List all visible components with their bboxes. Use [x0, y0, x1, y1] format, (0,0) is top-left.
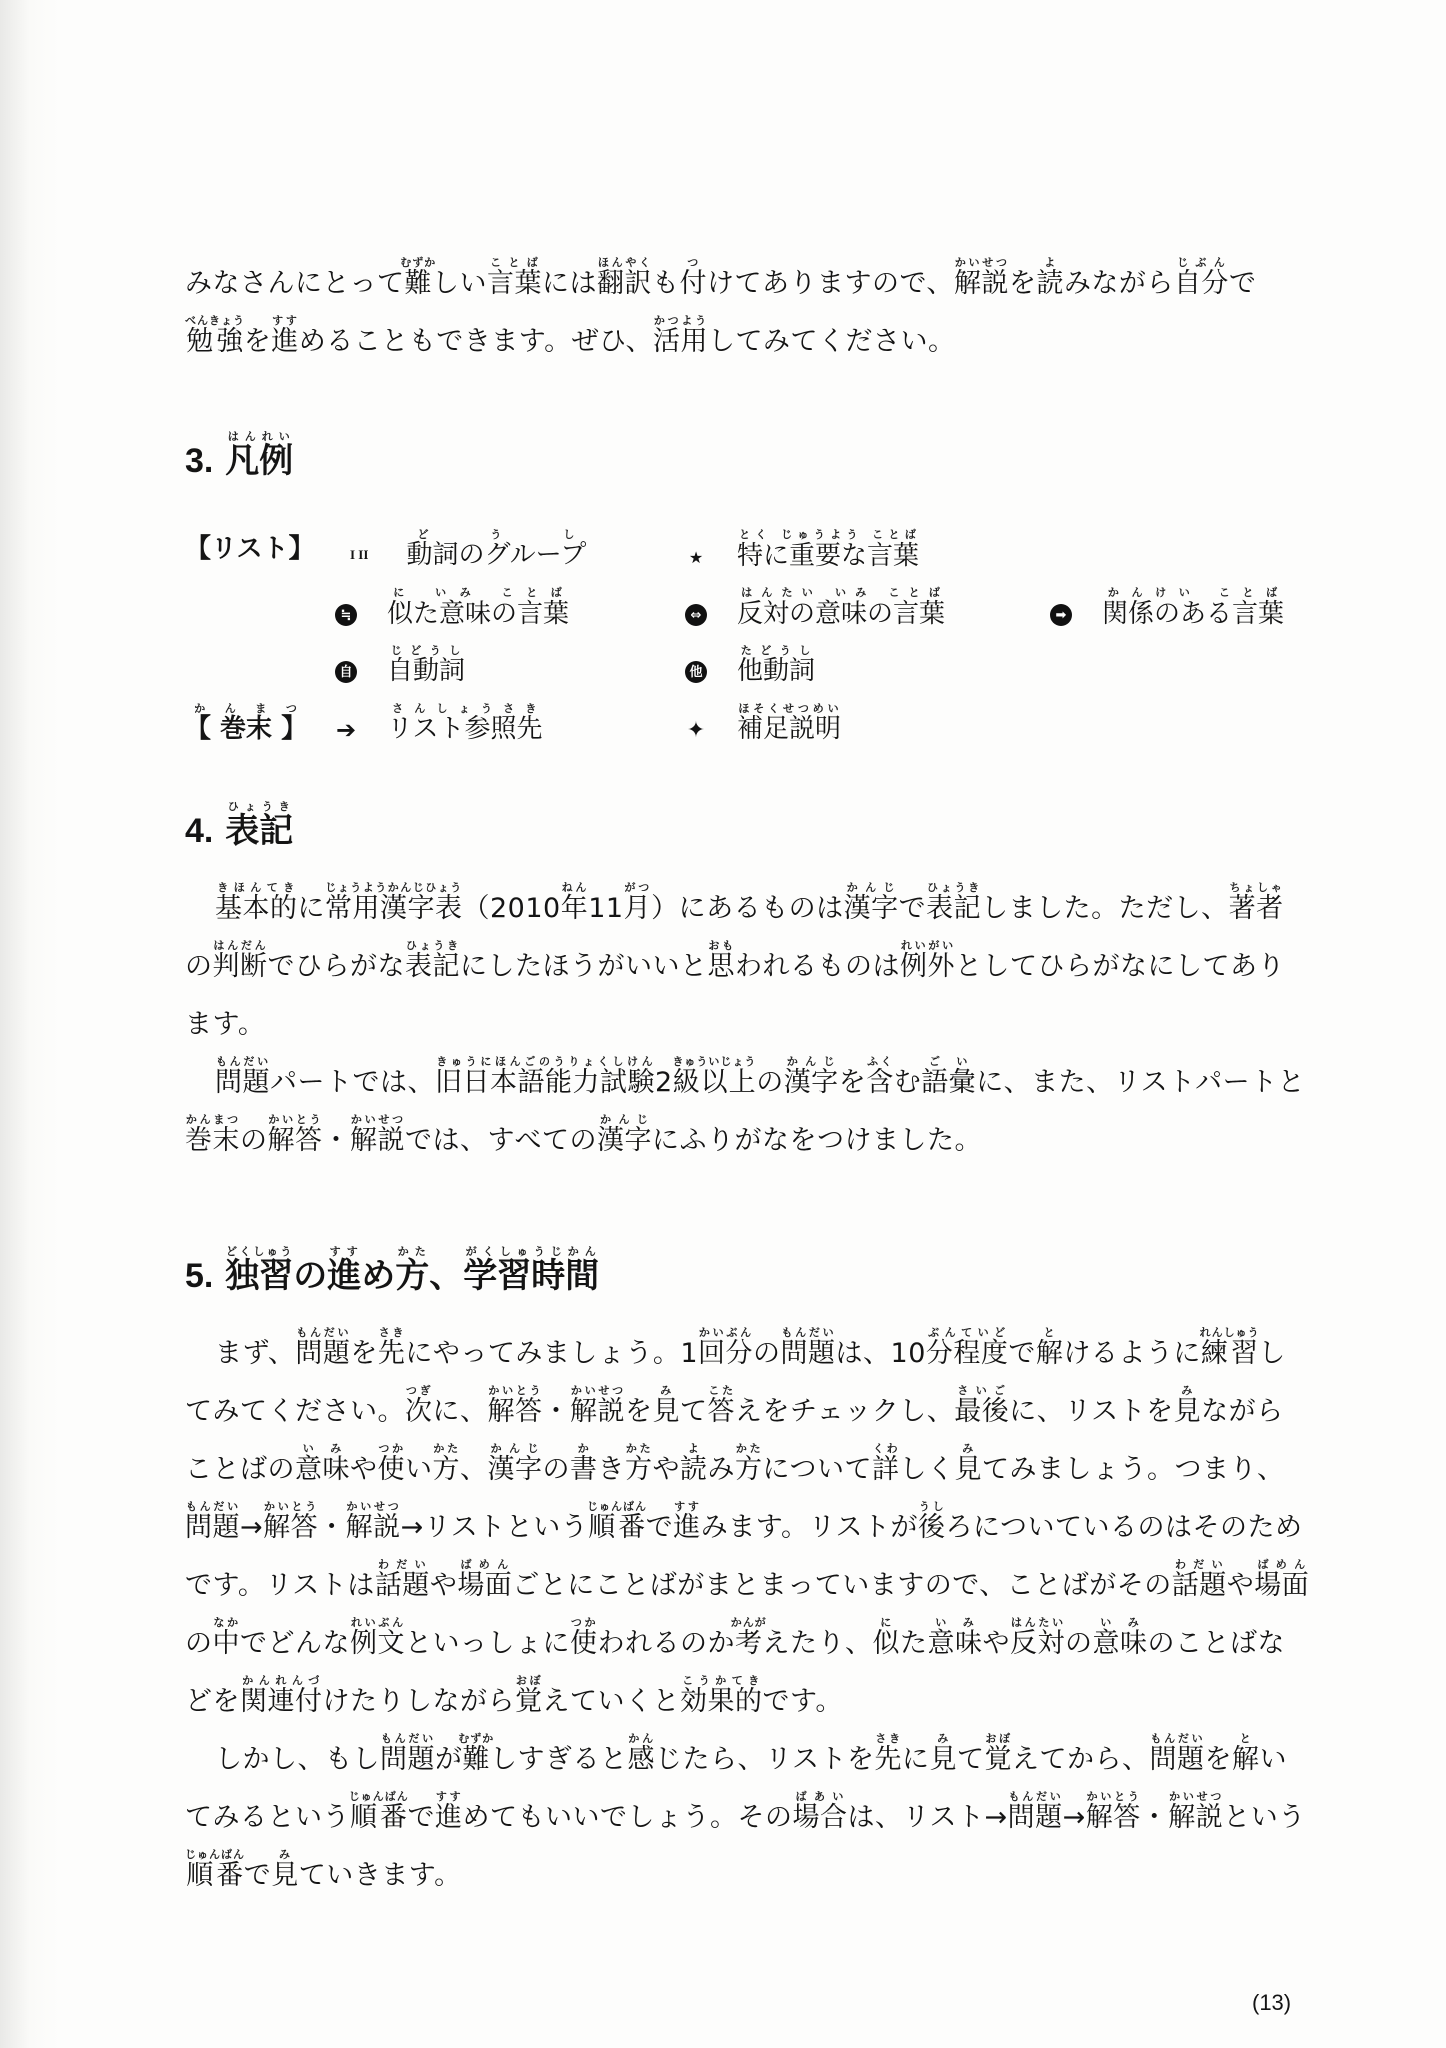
section-title: 凡例はんれい [225, 430, 294, 481]
page-content [185, 255, 1310, 1891]
notation-paragraph-1: 基本的きほんてきに常用漢字表じょうようかんじひょう（2010年ねん11月がつ）にあるものは漢字かんじで表記ひょうきしました。ただし、著者ちょしゃの判断はんだんでひらがな表記ひょうきにしたほうがいいと思おもわれるものは例外れいがいとしてひらがなにしてあります。 [185, 881, 1285, 1040]
related-word-icon: ➡ [1050, 604, 1072, 626]
legend-row-3 [185, 626, 1310, 684]
legend-list-label: 【リスト】 [185, 534, 315, 564]
legend-item-opposite: ⇔ 反対の意味の言葉はんたい いみ ことば [685, 586, 945, 630]
study-method-paragraph-1: まず、問題もんだいを先さきにやってみましょう。1回分かいぶんの問題もんだいは、10分程度ぶんていどで解とけるように練習れんしゅうしてみてください。次つぎに、解答かいとう・解説かいせつを見みて答こたえをチェックし、最後さいごに、リストを見みながらことばの意味いみや使つかい方かた、漢字かんじの書かき方かたや読よみ方かたについて詳くわしく見みてみましょう。つまり、問題もんだい→解答かいとう・解説かいせつ→リストという順番じゅんばんで進すすみます。リストが後うしろについているのはそのためです。リストは話題わだいや場面ばめんごとにことばがまとまっていますので、ことばがその話題わだいや場面ばめんの中なかでどんな例文れいぶんといっしょに使つかわれるのか考かんがえたり、似にた意味いみや反対はんたいの意味いみのことばなどを関連付かんれんづけたりしながら覚おぼえていくと効果的こうかてきです。 [185, 1326, 1310, 1717]
legend-item-intransitive: 自 自動詞じどうし [335, 644, 465, 687]
section-number: 3. [185, 442, 214, 480]
legend-item-similar: ≒ 似た意味の言葉に いみ ことば [335, 586, 569, 630]
opposite-meaning-icon: ⇔ [685, 604, 707, 626]
transitive-verb-icon: 他 [685, 661, 707, 683]
legend-item-related: ➡ 関係のある言葉かんけい ことば [1050, 586, 1284, 630]
legend-item-list-reference: ➔ リスト参照先さんしょうさき [335, 702, 543, 744]
notation-paragraph-2: 問題もんだいパートでは、旧日本語能力試験きゅうにほんごのうりょくしけん2級以上きゅういじょうの漢字かんじを含ふくむ語彙ごいに、また、リストパートと巻末かんまつの解答かいとう・解説かいせつでは、すべての漢字かんじにふりがなをつけました。 [185, 1055, 1306, 1156]
legend-appendix-label: 【 巻末 】かんまつ [185, 702, 308, 744]
star-icon: ★ [688, 547, 704, 567]
intro-paragraph: みなさんにとって難むずかしい言葉ことばには翻訳ほんやくも付つけてありますので、解説かいせつを読よみながら自分じぶんで勉強べんきょうを進すすめることもできます。ぜひ、活用かつようしてみてください。 [185, 256, 1257, 357]
section-title: 独習どくしゅうの進すすめ方かた、学習時間がくしゅうじかん [225, 1245, 600, 1296]
intransitive-verb-icon: 自 [335, 661, 357, 683]
section-number: 5. [185, 1257, 214, 1295]
section-title: 表記ひょうき [225, 800, 294, 851]
section-4-body [185, 880, 1310, 1170]
legend-row-2 [185, 568, 1310, 629]
arrow-right-icon: ➔ [335, 716, 357, 744]
study-method-paragraph-2: しかし、もし問題もんだいが難むずかしすぎると感かんじたら、リストを先さきに見みて覚おぼえてから、問題もんだいを解といてみるという順番じゅんばんで進すすめてもいいでしょう。その場合ばあいは、リスト→問題もんだい→解答かいとう・解説かいせつという順番じゅんばんで見みていきます。 [185, 1732, 1306, 1891]
legend-row-1 [185, 510, 1310, 571]
legend-item-verb-group: I II 動詞のグループどうし [350, 528, 587, 570]
legend-item-transitive: 他 他動詞たどうし [685, 644, 815, 687]
legend-item-supplement: ✦ 補足説明ほそくせつめい [686, 702, 842, 744]
legend [185, 510, 1310, 742]
section-3-heading [185, 430, 293, 489]
section-number: 4. [185, 812, 214, 850]
roman-numeral-group-icon: I II [350, 547, 369, 562]
section-5-body [185, 1325, 1310, 1905]
page-number: (13) [1252, 1990, 1292, 2015]
section-5-heading [185, 1245, 599, 1304]
legend-item-important: ★ 特に重要な言葉とく じゅうよう ことば [685, 528, 919, 572]
section-4-heading [185, 800, 293, 859]
legend-row-4 [185, 684, 1310, 742]
similar-meaning-icon: ≒ [335, 604, 357, 626]
sparkle-note-icon: ✦ [686, 717, 706, 743]
